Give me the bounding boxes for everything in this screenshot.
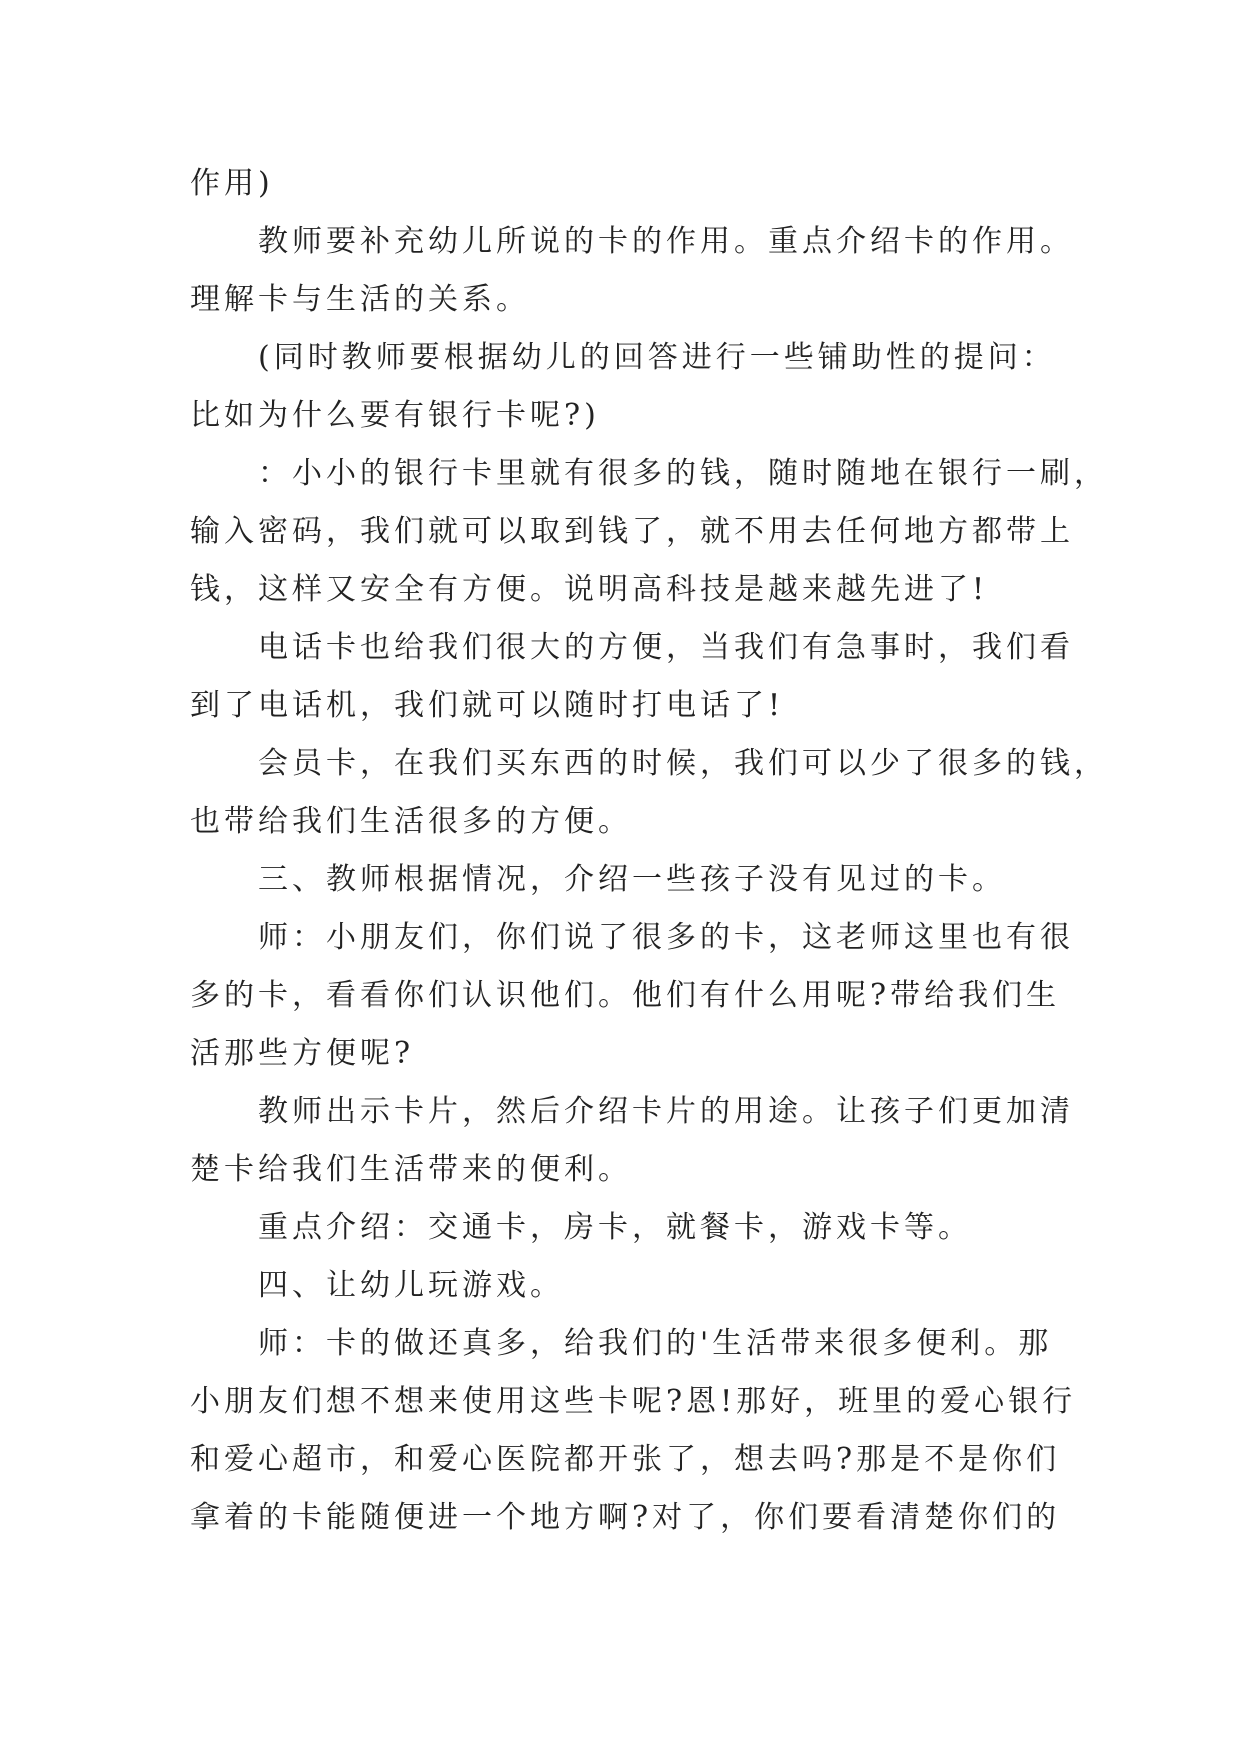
section-heading: 四、让幼儿玩游戏。	[258, 1268, 564, 1303]
text-line: 教师出示卡片，然后介绍卡片的用途。让孩子们更加清	[258, 1094, 1074, 1129]
text-line: 拿着的卡能随便进一个地方啊?对了，你们要看清楚你们的	[190, 1500, 1061, 1535]
text-line: 理解卡与生活的关系。	[190, 282, 530, 317]
text-line: 作用)	[190, 166, 274, 201]
text-line: 小朋友们想不想来使用这些卡呢?恩!那好，班里的爱心银行	[190, 1384, 1077, 1419]
text-line: (同时教师要根据幼儿的回答进行一些铺助性的提问：	[258, 340, 1056, 375]
document-body	[190, 155, 1108, 1547]
text-line: 重点介绍：交通卡，房卡，就餐卡，游戏卡等。	[258, 1210, 972, 1245]
text-line: 教师要补充幼儿所说的卡的作用。重点介绍卡的作用。	[258, 224, 1074, 259]
text-line: 和爱心超市，和爱心医院都开张了，想去吗?那是不是你们	[190, 1442, 1061, 1477]
text-line: 楚卡给我们生活带来的便利。	[190, 1152, 632, 1187]
text-line: 多的卡，看看你们认识他们。他们有什么用呢?带给我们生	[190, 978, 1061, 1013]
text-line: 到了电话机，我们就可以随时打电话了!	[190, 688, 785, 723]
text-line: 活那些方便呢?	[190, 1036, 415, 1071]
section-heading: 三、教师根据情况，介绍一些孩子没有见过的卡。	[258, 862, 1006, 897]
text-line: 输入密码，我们就可以取到钱了，就不用去任何地方都带上	[190, 514, 1074, 549]
text-line: ：小小的银行卡里就有很多的钱，随时随地在银行一刷，	[258, 456, 1108, 491]
text-line: 比如为什么要有银行卡呢?)	[190, 398, 600, 433]
text-line: 师：卡的做还真多，给我们的'生活带来很多便利。那	[258, 1326, 1053, 1361]
text-line: 会员卡，在我们买东西的时候，我们可以少了很多的钱，	[258, 746, 1108, 781]
text-line: 也带给我们生活很多的方便。	[190, 804, 632, 839]
text-line: 师：小朋友们，你们说了很多的卡，这老师这里也有很	[258, 920, 1074, 955]
text-line: 钱，这样又安全有方便。说明高科技是越来越先进了!	[190, 572, 989, 607]
text-line: 电话卡也给我们很大的方便，当我们有急事时，我们看	[258, 630, 1074, 665]
